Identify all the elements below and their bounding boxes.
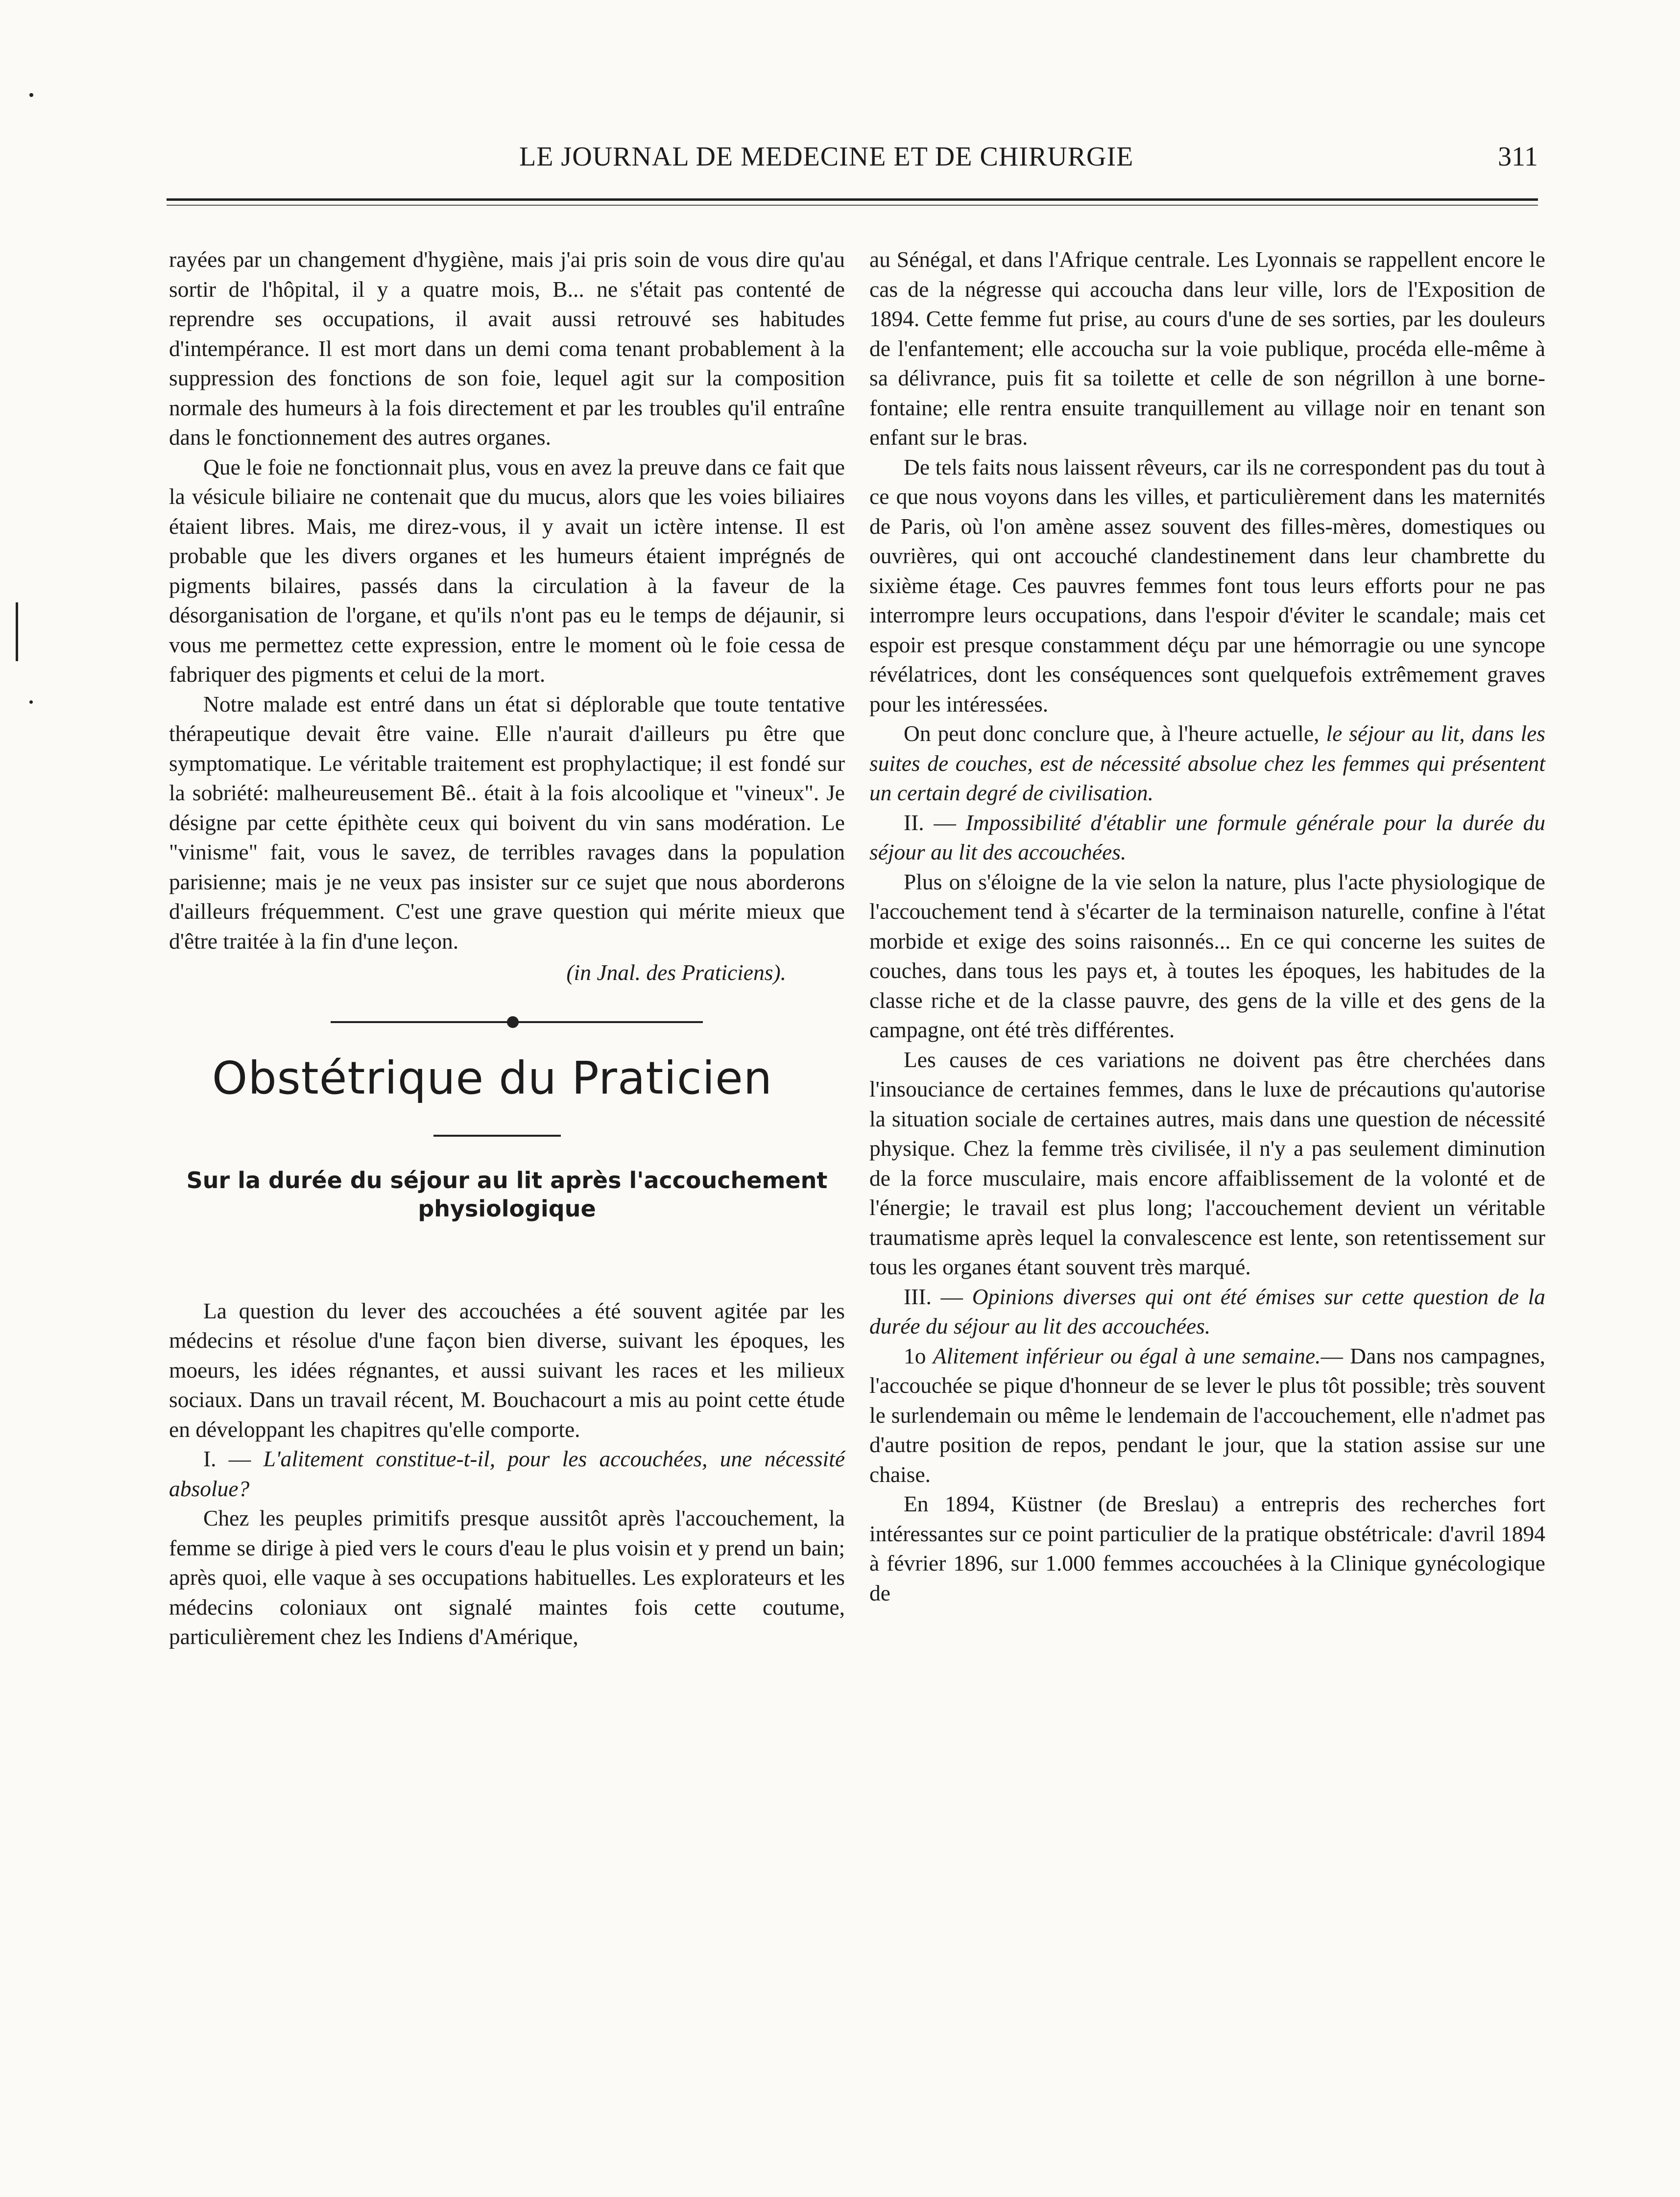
roman-numeral: III. — — [904, 1284, 963, 1309]
paragraph-heading — [169, 1444, 845, 1504]
paragraph: rayées par un changement d'hygiène, mais j'ai pris soin de vous dire qu'au sortir de l'hôpital, il y a quatre mois, B... ne s'était pas contenté de reprendre ses occupations, il avait aussi retrouvé ses habitudes d'intempérance. Il est mort dans un demi coma tenant probablement à la suppression des fonctions de son foie, lequel agit sur la composition normale des humeurs à la fois directement et par les troubles qu'il entraîne dans le fonctionnement des autres organes. — [169, 247, 845, 450]
scan-mark — [29, 93, 33, 97]
running-header — [167, 141, 1538, 185]
heading-text: Opinions diverses qui ont été émises sur cette question de la durée du séjour au lit des accouchées. — [869, 1284, 1545, 1338]
paragraph: La question du lever des accouchées a été souvent agitée par les médecins et résolue d'une façon bien diverse, suivant les époques, les moeurs, les idées régnantes, et aussi suivant les races et les milieux sociaux. Dans un travail récent, M. Bouchacourt a mis au point cette étude en développant les chapitres qu'elle comporte. — [169, 1298, 845, 1442]
citation: (in Jnal. des Praticiens). — [566, 960, 786, 985]
header-rule — [167, 198, 1538, 201]
italic-text: le séjour au lit, dans les suites de couches, est de nécessité absolue chez les femmes qui présentent un certain degré de civilisation. — [869, 721, 1545, 805]
paragraph: Que le foie ne fonctionnait plus, vous en avez la preuve dans ce fait que la vésicule biliaire ne contenait que du mucus, alors que les voies biliaires étaient libres. Mais, me direz-vous, il y avait un ictère intense. Il est probable que les divers organes et les humeurs étaient imprégnés de pigments bilaires, passés dans la circulation à la faveur de la désorganisation de l'organe, et qu'ils n'ont pas eu le temps de déjaunir, si vous me permettez cette expression, entre le moment où le foie cessa de fabriquer des pigments et celui de la mort. — [169, 454, 845, 687]
paragraph: Notre malade est entré dans un état si déplorable que toute tentative thérapeutique devait être vaine. Elle n'aurait d'ailleurs pu être que symptomatique. Le véritable traitement est prophylactique; il est fondé sur la sobriété: malheureusement Bê.. était à la fois alcoolique et "vineux". Je désigne par cette épithète ceux qui boivent du vin sans modération. Le "vinisme" fait, vous le savez, de terribles ravages dans la population parisienne; mais je ne veux pas insister sur ce sujet que nous aborderons d'ailleurs fréquemment. C'est une grave question qui mérite mieux que d'être traitée à la fin d'une leçon. — [169, 691, 845, 954]
paragraph — [869, 1341, 1545, 1490]
italic-text: Alitement inférieur ou égal à une semaine. — [933, 1343, 1321, 1368]
right-column — [869, 245, 1545, 1608]
paragraph: De tels faits nous laissent rêveurs, car ils ne correspondent pas du tout à ce que nous voyons dans les villes, et particulièrement dans les maternités de Paris, où l'on amène assez souvent des filles-mères, domestiques ou ouvrières, qui ont accouché clandestinement dans leur chambrette du sixième étage. Ces pauvres femmes font tous leurs efforts pour ne pas interrompre leurs occupations, dans l'espoir d'éviter le scandale; mais cet espoir est presque constamment déçu par une hémorragie ou une syncope révélatrices, dont les conséquences sont quelquefois extrêmement graves pour les intéressées. — [869, 454, 1545, 716]
paragraph-conclusion — [869, 719, 1545, 808]
paragraph: Les causes de ces variations ne doivent pas être cherchées dans l'insouciance de certaines femmes, dans le luxe de précautions qu'autorise la situation sociale de certaines autres, mais dans une question de nécessité physique. Chez la femme très civilisée, il n'y a pas seulement diminution de la force musculaire, mais encore affaiblissement de la volonté et de l'énergie; le travail est plus long; l'accouchement devient un véritable traumatisme après lequel la convalescence est lente, son retentissement sur tous les organes étant souvent très marqué. — [869, 1047, 1545, 1279]
paragraph-heading — [869, 1282, 1545, 1341]
paragraph: Chez les peuples primitifs presque aussitôt après l'accouchement, la femme se dirige à pied vers le cours d'eau le plus voisin et y prend un bain; après quoi, elle vaque à ses occupations habituelles. Les explorateurs et les médecins coloniaux ont signalé maintes fois cette coutume, particulièrement chez les Indiens d'Amérique, — [169, 1505, 845, 1649]
paragraph: Plus on s'éloigne de la vie selon la nature, plus l'acte physiologique de l'accouchement tend à s'écarter de la terminaison naturelle, confine à l'état morbide et exige des soins raisonnés... En ce qui concerne les suites de couches, dans tous les pays et, à toutes les époques, les habitudes de la classe riche et de la classe pauvre, des gens de la ville et des gens de la campagne, ont été très différentes. — [869, 869, 1545, 1042]
roman-numeral: II. — — [904, 810, 956, 835]
page-number: 311 — [1498, 142, 1538, 172]
paragraph: au Sénégal, et dans l'Afrique centrale. Les Lyonnais se rappellent encore le cas de la négresse qui accoucha dans leur ville, lors de l'Exposition de 1894. Cette femme fut prise, au cours d'une de ses sorties, par les douleurs de l'enfantement; elle accoucha sur la voie publique, procéda elle-même à sa délivrance, puis fit sa toilette et celle de son négrillon à une borne-fontaine; elle rentra ensuite tranquillement au village noir en tenant son enfant sur le bras. — [869, 247, 1545, 450]
heading-text: Impossibilité d'établir une formule générale pour la durée du séjour au lit des accouchées. — [869, 810, 1546, 864]
left-column — [169, 245, 845, 1652]
heading-text: L'alitement constitue-t-il, pour les accouchées, une nécessité absolue? — [169, 1446, 845, 1501]
roman-numeral: I. — — [203, 1446, 251, 1471]
section-ornament — [169, 993, 845, 1037]
scan-mark — [16, 602, 18, 661]
ornament-dot — [507, 1016, 519, 1028]
journal-title: LE JOURNAL DE MEDECINE ET DE CHIRURGIE — [519, 142, 1134, 172]
article-heading: Sur la durée du séjour au lit après l'accouchement physiologique — [186, 1167, 828, 1222]
text: — Dans nos campagnes, l'accouchée se pique d'honneur de se lever le plus tôt possible; très souvent le surlendemain ou même le lendemain de l'accouchement, elle n'admet pas d'autre position de repos, pendant le jour, que la station assise sur une chaise. — [869, 1343, 1545, 1487]
section-title: Obstétrique du Praticien — [212, 1051, 773, 1104]
paragraph-heading — [869, 808, 1545, 867]
header-rule-thin — [167, 205, 1538, 206]
paragraph: En 1894, Küstner (de Breslau) a entrepris des recherches fort intéressantes sur ce point particulier de la pratique obstétricale: d'avril 1894 à février 1896, sur 1.000 femmes accouchées à la Clinique gynécologique de — [869, 1491, 1545, 1605]
text: On peut donc conclure que, à l'heure actuelle, — [904, 721, 1320, 746]
list-number: 1o — [904, 1343, 926, 1368]
title-rule — [433, 1135, 561, 1137]
scan-mark — [29, 700, 33, 704]
